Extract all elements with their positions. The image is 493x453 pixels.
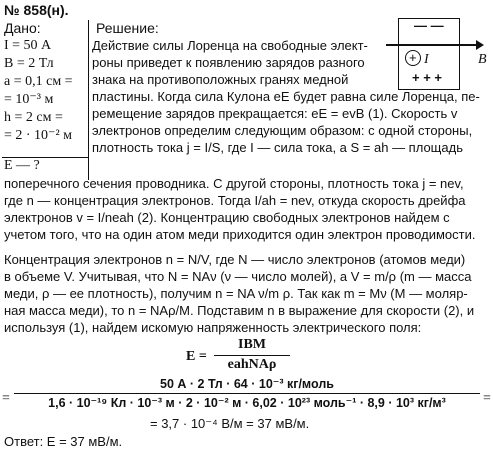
solution-line: электронов v = I/neah (2). Концентрацию свободных электронов найдем с (4, 210, 450, 225)
given-field: B = 2 Тл (4, 56, 54, 71)
given-width: a = 0,1 см = (4, 74, 73, 89)
solution-line: электронов определим следующим образом: с одной стороны, (92, 123, 473, 138)
formula-result: = 3,7 · 10⁻⁴ В/м = 37 мВ/м. (150, 416, 310, 431)
solution-line: пластины. Когда сила Кулона eE будет равна силе Лоренца, пе- (92, 89, 480, 104)
solution-line: Концентрация электронов n = N/V, где N — число электронов (атомов меди) (4, 252, 466, 267)
solution-line: Действие силы Лоренца на свободные элект- (92, 38, 368, 53)
formula-eq-suffix: = (483, 391, 491, 406)
solution-line: знака на противоположных гранях медной (92, 72, 349, 87)
solution-line: используя (1), найдем искомую напряженность электрического поля: (4, 320, 422, 335)
field-label: B (478, 52, 487, 67)
negative-charges: — — (414, 18, 444, 33)
solution-line: роны приведет к появлению зарядов разного (92, 55, 365, 70)
formula-big-fraction-bar (14, 393, 480, 394)
solution-line: меди, ρ — ее плотность), получим n = NA ν/m ρ. Так как m = Mν (M — моляр- (4, 286, 468, 301)
formula-lhs: E = (186, 349, 207, 364)
problem-number: № 858(н). (4, 2, 69, 18)
field-line (386, 44, 480, 46)
formula-denominator: eahNAρ (227, 357, 277, 372)
given-height: h = 2 см = (4, 110, 63, 125)
current-label: I (424, 52, 429, 67)
positive-charges: + + + (412, 70, 442, 85)
solution-line: учетом того, что на один атом меди приходится один электрон проводимости. (4, 227, 476, 242)
solution-line: поперечного сечения проводника. С другой стороны, плотность тока j = nev, (4, 176, 464, 191)
formula-big-numerator: 50 А · 2 Тл · 64 · 10⁻³ кг/моль (160, 377, 334, 391)
given-current: I = 50 А (4, 38, 52, 53)
field-arrow-icon (476, 40, 484, 50)
given-height-si: = 2 · 10⁻² м (4, 128, 73, 143)
solution-line: плотность тока j = I/S, где I — сила тока, а S = ah — площадь (92, 140, 463, 155)
solution-line: ная масса меди), то n = NAρ/M. Подставим n в выражение для скорости (2), и (4, 303, 475, 318)
given-width-si: = 10⁻³ м (4, 92, 54, 107)
solution-label: Решение: (96, 20, 159, 36)
formula-big-denominator: 1,6 · 10⁻¹⁹ Кл · 10⁻³ м · 2 · 10⁻² м · 6,02 · 10²³ моль⁻¹ · 8,9 · 10³ кг/м³ (48, 396, 446, 410)
answer-line: Ответ: E = 37 мВ/м. (4, 434, 123, 449)
solution-line: ремещение зарядов прекращается: eE = evB (1). Скорость v (92, 106, 458, 121)
formula-fraction-bar (214, 355, 290, 356)
given-label: Дано: (4, 20, 41, 36)
solution-line: где n — концентрация электронов. Тогда I/ah = nev, откуда скорость дрейфа (4, 193, 466, 208)
formula-numerator: IBM (238, 337, 266, 352)
given-divider (88, 20, 89, 180)
current-plus-icon: + (409, 50, 417, 65)
solution-line: в объеме V. Учитывая, что N = NAν (ν — число молей), а V = m/ρ (m — масса (4, 269, 472, 284)
unknown-quantity: E — ? (4, 158, 40, 173)
formula-eq-prefix: = (2, 391, 10, 406)
